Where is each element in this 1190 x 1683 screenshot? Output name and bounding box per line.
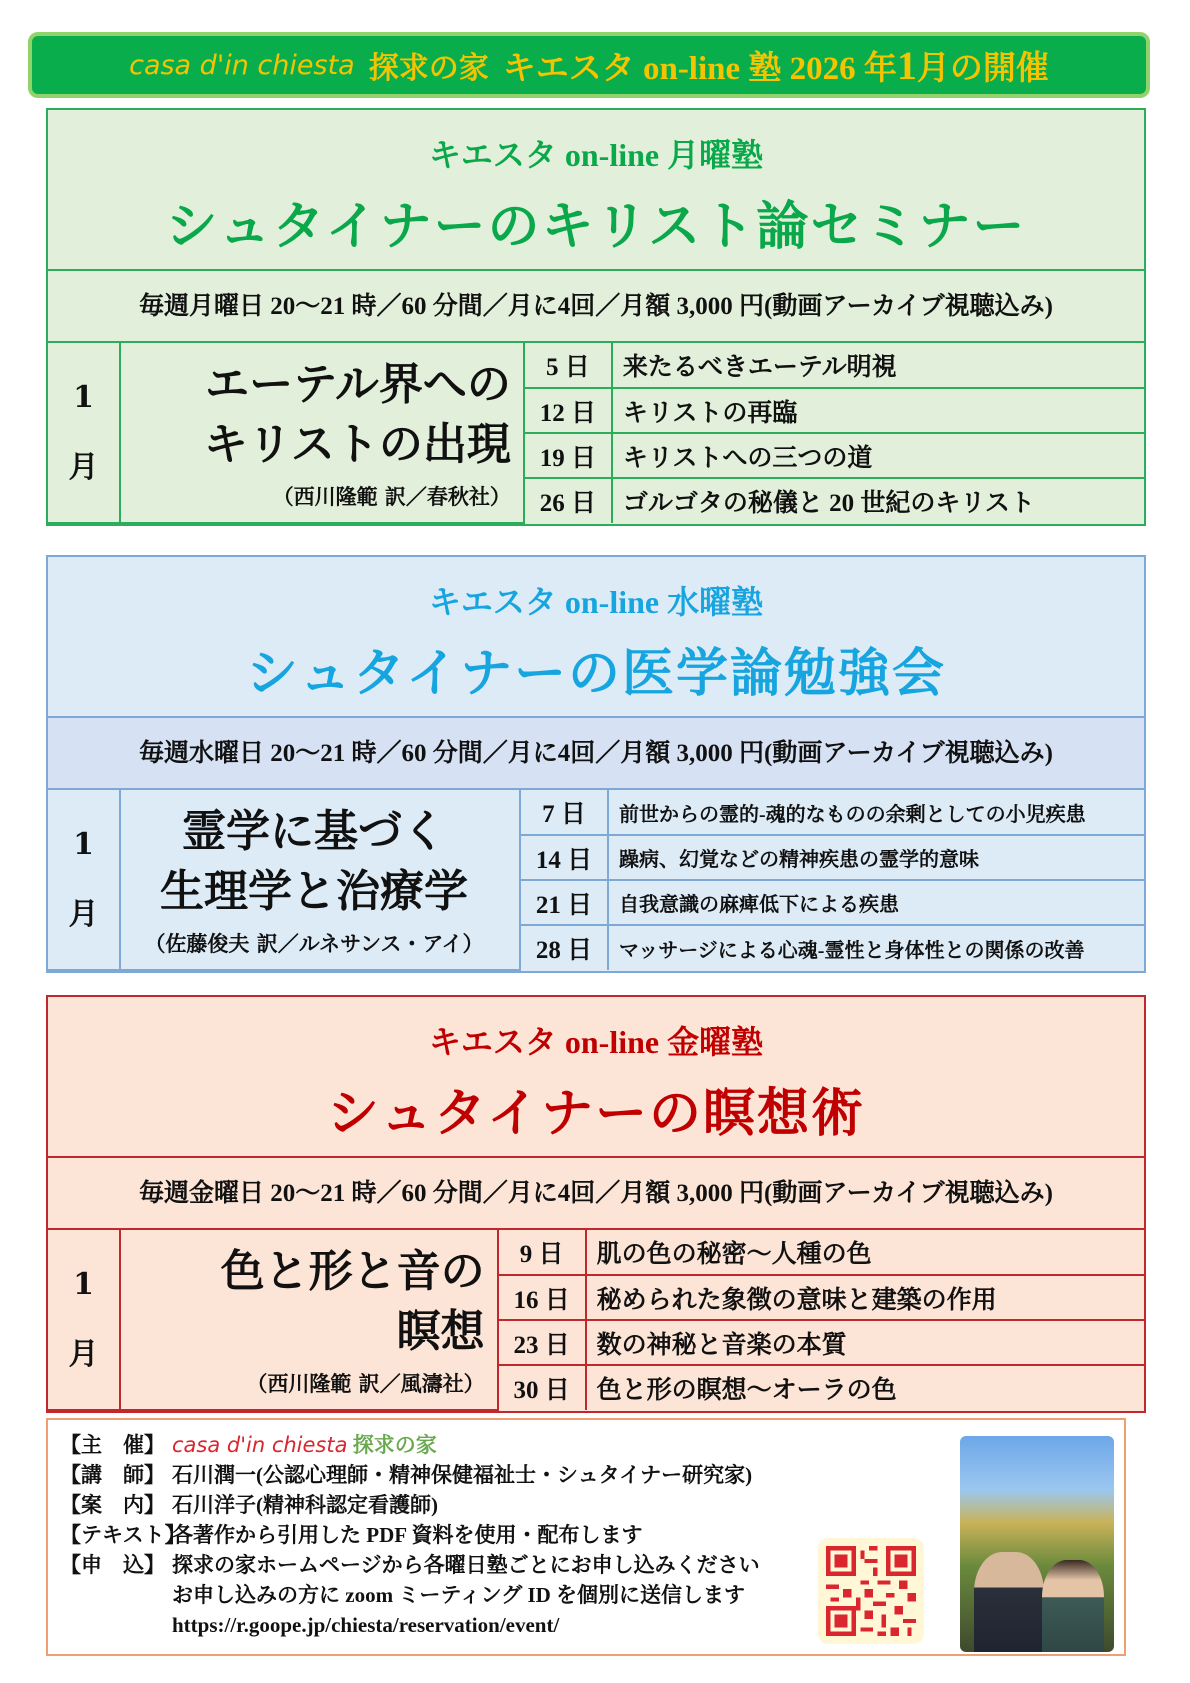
header-title-post: 月の開催 bbox=[916, 50, 1049, 87]
session-topic: 前世からの霊的-魂的なものの余剰としての小児疾患 bbox=[608, 790, 1144, 835]
lecturer-label: 【講 師】 bbox=[60, 1463, 165, 1487]
session-topic: 数の神秘と音楽の本質 bbox=[586, 1320, 1144, 1365]
section-title: シュタイナーの瞑想術 bbox=[327, 1084, 865, 1144]
person-right bbox=[1042, 1560, 1104, 1652]
book-info bbox=[120, 343, 524, 523]
month-label: 1 月 bbox=[48, 343, 120, 523]
book-translator: （西川隆範 訳／風濤社） bbox=[246, 1370, 485, 1396]
organizer-row bbox=[60, 1430, 760, 1460]
apply-line2: お申し込みの方に zoom ミーティング ID を個別に送信します bbox=[172, 1583, 746, 1607]
person-left bbox=[974, 1552, 1044, 1652]
section-title: シュタイナーの医学論勉強会 bbox=[246, 644, 946, 704]
book-info bbox=[120, 790, 520, 970]
book-title-line2: 生理学と治療学 bbox=[160, 865, 468, 917]
session-date: 12 日 bbox=[524, 388, 612, 433]
book-info bbox=[120, 1230, 498, 1410]
qr-code-icon[interactable] bbox=[818, 1538, 924, 1644]
session-table bbox=[48, 343, 1144, 524]
apply-line1: 探求の家ホームページから各曜日塾ごとにお申し込みください bbox=[172, 1553, 760, 1577]
apply-label: 【申 込】 bbox=[60, 1553, 165, 1577]
session-date: 26 日 bbox=[524, 478, 612, 523]
session-topic: 色と形の瞑想～オーラの色 bbox=[586, 1365, 1144, 1410]
session-date: 21 日 bbox=[520, 880, 608, 925]
brand-latin: casa d'in chiesta bbox=[129, 49, 355, 81]
organizer-label: 【主 催】 bbox=[60, 1433, 165, 1457]
session-topic: 躁病、幻覚などの精神疾患の霊学的意味 bbox=[608, 835, 1144, 880]
book-title-line2: 瞑想 bbox=[396, 1305, 485, 1357]
month-label: 1 月 bbox=[48, 790, 120, 970]
book-title-line1: 霊学に基づく bbox=[182, 805, 446, 857]
header-banner bbox=[28, 32, 1150, 98]
guide-row bbox=[60, 1490, 760, 1520]
section-subtitle: キエスタ on-line 月曜塾 bbox=[428, 137, 764, 173]
session-date: 9 日 bbox=[498, 1230, 586, 1275]
session-table bbox=[48, 1230, 1144, 1411]
header-title-pre: キエスタ on-line 塾 2026 年 bbox=[502, 50, 897, 87]
monday-seminar-section bbox=[46, 108, 1146, 526]
organizer-jp: 探求の家 bbox=[352, 1433, 437, 1457]
session-topic: 肌の色の秘密～人種の色 bbox=[586, 1230, 1144, 1275]
session-date: 16 日 bbox=[498, 1275, 586, 1320]
session-date: 23 日 bbox=[498, 1320, 586, 1365]
schedule-info: 毎週水曜日 20～21 時／60 分間／月に4回／月額 3,000 円(動画アーカイブ視聴込み) bbox=[48, 718, 1144, 790]
guide-label: 【案 内】 bbox=[60, 1493, 165, 1517]
schedule-info: 毎週月曜日 20～21 時／60 分間／月に4回／月額 3,000 円(動画アーカイブ視聴込み) bbox=[48, 271, 1144, 343]
book-title-line1: 色と形と音の bbox=[220, 1245, 485, 1297]
session-date: 7 日 bbox=[520, 790, 608, 835]
section-title: シュタイナーのキリスト論セミナー bbox=[165, 197, 1027, 257]
organizer-latin: casa d'in chiesta bbox=[172, 1433, 348, 1457]
session-topic: 秘められた象徴の意味と建築の作用 bbox=[586, 1275, 1144, 1320]
lecturer-row bbox=[60, 1460, 760, 1490]
session-table bbox=[48, 790, 1144, 971]
session-topic: 来たるべきエーテル明視 bbox=[612, 343, 1144, 388]
section-heading bbox=[48, 557, 1144, 718]
session-topic: マッサージによる心魂-霊性と身体性との関係の改善 bbox=[608, 925, 1144, 970]
info-footer bbox=[46, 1418, 1126, 1656]
section-subtitle: キエスタ on-line 金曜塾 bbox=[428, 1024, 764, 1060]
session-date: 5 日 bbox=[524, 343, 612, 388]
info-list bbox=[60, 1430, 760, 1640]
wednesday-seminar-section bbox=[46, 555, 1146, 973]
book-title-line2: キリストの出現 bbox=[203, 418, 511, 470]
header-title bbox=[503, 42, 1049, 89]
session-date: 14 日 bbox=[520, 835, 608, 880]
session-topic: キリストの再臨 bbox=[612, 388, 1144, 433]
lecturer-value: 石川潤一(公認心理師・精神保健福祉士・シュタイナー研究家) bbox=[172, 1463, 753, 1487]
section-heading bbox=[48, 997, 1144, 1158]
session-topic: キリストへの三つの道 bbox=[612, 433, 1144, 478]
month-label: 1 月 bbox=[48, 1230, 120, 1410]
section-subtitle: キエスタ on-line 水曜塾 bbox=[428, 584, 764, 620]
header-month: 1 bbox=[896, 42, 917, 88]
session-date: 28 日 bbox=[520, 925, 608, 970]
section-heading bbox=[48, 110, 1144, 271]
friday-seminar-section bbox=[46, 995, 1146, 1413]
apply-url-link[interactable]: https://r.goope.jp/chiesta/reservation/event/ bbox=[172, 1613, 560, 1637]
guide-value: 石川洋子(精神科認定看護師) bbox=[172, 1493, 438, 1517]
brand-jp: 探求の家 bbox=[368, 51, 489, 86]
session-topic: 自我意識の麻痺低下による疾患 bbox=[608, 880, 1144, 925]
book-translator: （佐藤俊夫 訳／ルネサンス・アイ） bbox=[144, 930, 484, 956]
text-value: 各著作から引用した PDF 資料を使用・配布します bbox=[172, 1523, 643, 1547]
book-title-line1: エーテル界への bbox=[205, 358, 511, 410]
text-label: 【テキスト】 bbox=[60, 1523, 186, 1547]
text-row bbox=[60, 1520, 760, 1550]
book-translator: （西川隆範 訳／春秋社） bbox=[272, 483, 511, 509]
lecturers-photo bbox=[960, 1436, 1114, 1652]
schedule-info: 毎週金曜日 20～21 時／60 分間／月に4回／月額 3,000 円(動画アーカイブ視聴込み) bbox=[48, 1158, 1144, 1230]
session-date: 19 日 bbox=[524, 433, 612, 478]
apply-row bbox=[60, 1550, 760, 1580]
session-date: 30 日 bbox=[498, 1365, 586, 1410]
session-topic: ゴルゴタの秘儀と 20 世紀のキリスト bbox=[612, 478, 1144, 523]
